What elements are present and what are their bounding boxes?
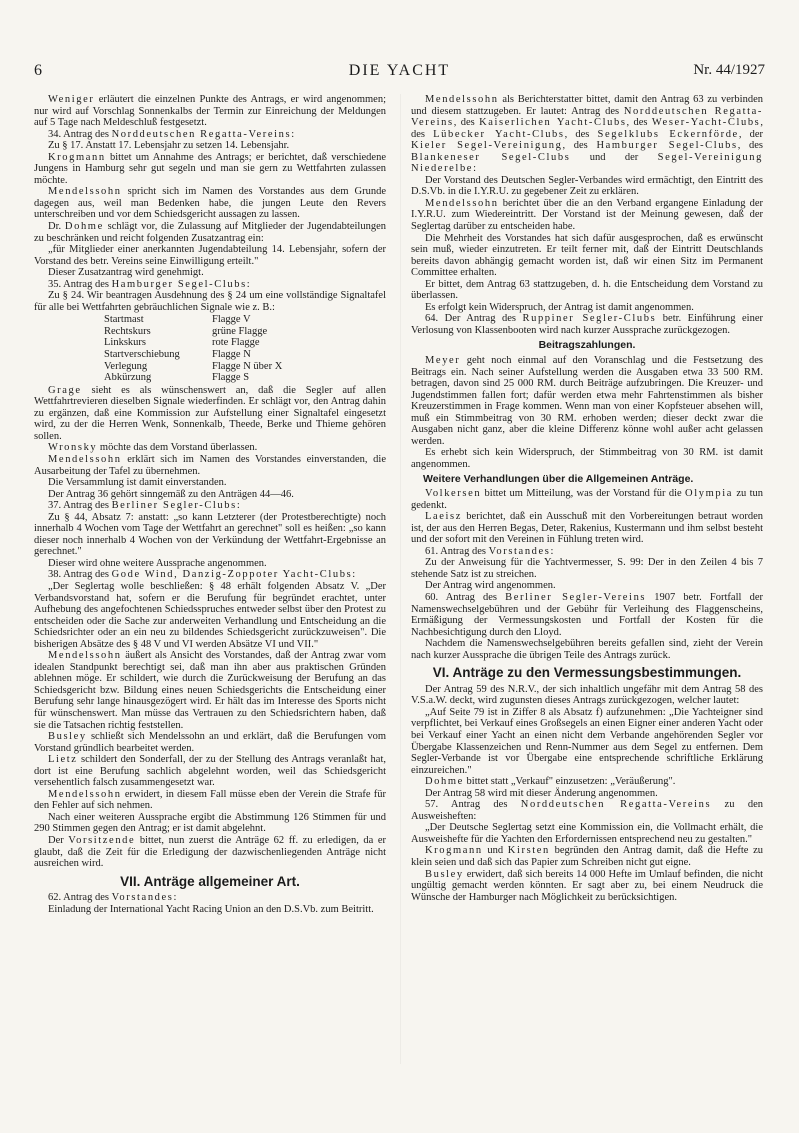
text-run: möchte das dem Vorstand überlassen. [97, 442, 258, 454]
subheading-beitragszahlungen: Beitragszahlungen. [538, 339, 636, 352]
text-run: geht noch einmal auf den Voranschlag und die Festsetzung des Beitrags ein. Nach seiner Aufstellung werden die Ausgaben etwa 33 500 RM. betragen, davon sind 25 000 RM. durch Beiträge aufzubringen. Die Kreuzer- und Jugendstimmen fallen fort; dafür werden etwa mehr Fahrtenstimmen als bisher Kreuzerstimmen in Frage kommen. Wenn man von einer Kopfsteuer absehen will, muß ein Stimmbeitrag von 30 RM. erhoben werden; dieser deckt zwar die Ausgaben nicht ganz, aber die kleine Differenz könne wohl außer acht gelassen werden. [411, 355, 763, 447]
text-run: 37. Antrag des [48, 500, 112, 512]
spaced-name: Mendelssohn [425, 94, 499, 105]
spaced-name: Busley [425, 868, 464, 880]
signal-row [104, 326, 282, 338]
text-run: Der Antrag wird angenommen. [425, 580, 556, 592]
paragraph [411, 313, 763, 336]
spaced-name: Kieler Segel-Vereinigung [411, 140, 563, 152]
paragraph [411, 557, 763, 580]
text-run: Zu § 17. Anstatt 17. Lebensjahr zu setzen 14. Lebensjahr. [48, 140, 290, 152]
paragraph [34, 477, 386, 489]
paragraph [411, 511, 763, 546]
spaced-name: Kirsten [507, 845, 550, 857]
signal-flag: Flagge N über X [212, 360, 283, 372]
spaced-name: Berliner Segler-Clubs [111, 500, 237, 512]
text-run: : [473, 163, 476, 175]
spaced-name: Berliner Segler-Vereins [505, 591, 647, 603]
paragraph [34, 500, 386, 512]
signal-row [104, 361, 282, 373]
spaced-name: Norddeutschen Regatta-Vereins [411, 105, 763, 129]
spaced-name: Segel-Vereinigung Niederelbe [411, 151, 763, 175]
paragraph [34, 454, 386, 477]
paragraph [411, 788, 763, 800]
paragraph [34, 835, 386, 870]
text-run: schlägt vor, die Zulassung auf Mitglieder der Jugendabteilungen zu beschränken und reicht folgenden Zusatzantrag ein: [34, 221, 386, 244]
text-run: Der Antrag 59 des N.R.V., der sich inhaltlich ungefähr mit dem Antrag 58 des V.S.a.W. deckt, wird zugunsten dieses Antrags zurückgezogen, welcher lautet: [411, 683, 763, 707]
text-run: Die Versammlung ist damit einverstanden. [48, 477, 227, 489]
text-run: bittet um Annahme des Antrags; er berichtet, daß verschiedene Jungens in Hamburg sehr gut segeln und man sie gern zu Wettfahrten zulassen möchte. [34, 151, 386, 186]
text-run: bittet statt „Verkauf" einzusetzen: „Veräußerung". [463, 776, 676, 788]
paragraph [34, 385, 386, 443]
paragraph [34, 650, 386, 731]
paragraph [411, 592, 763, 638]
signal-flag: grüne Flagge [212, 325, 268, 337]
text-run: , der [738, 128, 763, 140]
text-run: und der [570, 151, 658, 163]
column-gutter [400, 94, 401, 1064]
text-run: Der [48, 835, 69, 846]
text-run: „Der Deutsche Seglertag setzt eine Kommission ein, die Vollmacht erhält, die Ausweishefte für die Yachten den Erfordernissen entsprechend neu zu gestalten." [411, 822, 763, 845]
spaced-name: Segelklubs Eckernförde [597, 128, 739, 140]
issue-number: Nr. 44/1927 [693, 62, 765, 78]
text-run: , des [626, 117, 652, 129]
paragraph [34, 186, 386, 221]
text-run: erwidert, in diesem Fall müsse eben der Verein die Strafe für den Fehler auf sich nehmen. [34, 788, 386, 812]
spaced-name: Vorstandes [488, 545, 551, 557]
spaced-name: Blankeneser Segel-Clubs [411, 151, 571, 163]
paragraph [411, 684, 763, 707]
spaced-name: Hamburger Segel-Clubs [596, 140, 738, 152]
text-run: 60. Antrag des [425, 591, 506, 603]
spaced-name: Mendelssohn [48, 788, 122, 800]
signal-name: Rechtskurs [104, 325, 151, 337]
paragraph [411, 94, 763, 175]
paragraph [34, 892, 386, 904]
paragraph [411, 488, 763, 511]
spaced-name: Norddeutschen Regatta-Vereins [111, 128, 292, 140]
spaced-name: Krogmann [425, 845, 483, 857]
signal-row [104, 337, 282, 349]
spaced-name: Weser-Yacht-Clubs [651, 117, 761, 129]
text-run: sieht es als wünschenswert an, daß die Segler auf allen Wettfahrtrevieren dieselben Signale wiederfinden. Er schlägt vor, den Antrag dahin zu ergänzen, daß eine Kommission zur Aufstellung einer Signaltafel eingesetzt wird, zu der die Herren Wenk, Sonnenkalb, Theede, Berke und Thieme gehören sollen. [34, 384, 386, 442]
text-run: berichtet über die an den Verband ergangene Einladung der I.Y.R.U. zum Wiedereintritt. Der Vorstand ist der Meinung gewesen, daß der Seglertag darüber zu entscheiden habe. [411, 197, 763, 233]
text-run: Der Antrag 36 gehört sinngemäß zu den Anträgen 44—46. [48, 488, 294, 500]
spaced-name: Vorsitzende [68, 835, 136, 846]
paragraph [411, 355, 763, 447]
signal-flag: Flagge N [212, 349, 251, 361]
text-run: Er bittet, dem Antrag 63 stattzugeben, d. h. die Entscheidung dem Vorstand zu überlassen. [411, 278, 763, 302]
quote-paragraph [34, 244, 386, 267]
spaced-name: Wronsky [48, 442, 98, 454]
signal-table [104, 314, 282, 383]
text-run: spricht sich im Namen des Vorstandes aus dem Grunde dagegen aus, weil man Bedenken habe, die jungen Leute den Revers unterschreiben und vor dem Schiedsgericht aussagen zu lassen. [34, 186, 386, 221]
paragraph [411, 198, 763, 233]
signal-name: Linkskurs [104, 337, 146, 349]
text-run: Die Mehrheit des Vorstandes hat sich dafür ausgesprochen, daß es erwünscht sein muß, wieder einzutreten. Er teilt ferner mit, daß der Eintritt Deutschlands bereits davon abhängig gemacht worden ist, daß wir einen Sitz im Permanent Committee erhalten. [411, 232, 763, 279]
paragraph [411, 447, 763, 470]
spaced-name: Gode Wind, Danzig-Zoppoter Yacht-Clubs [111, 569, 353, 581]
text-run: 34. Antrag des [48, 128, 112, 140]
paragraph [411, 638, 763, 661]
text-run: Der Antrag 58 wird mit dieser Änderung angenommen. [425, 787, 658, 799]
text-run: 1907 betr. Fortfall der Namenswechselgebühren und der Gebühr für Verleihung des Flaggenscheins, Ermäßigung der Vermessungskosten und Fortfall der Kosten für die Nachbesichtigung durch den Lloyd. [411, 591, 763, 638]
journal-title: DIE YACHT [348, 62, 451, 79]
text-run: Es erfolgt kein Widerspruch, der Antrag ist damit angenommen. [425, 301, 694, 313]
page-header [34, 62, 765, 82]
text-run: schildert den Sonderfall, der zu der Stellung des Antrags veranlaßt hat, dort ist eine Berufung sachlich abgelehnt worden, weil das Schiedsgericht versehentlich falsch zusammengesetzt war. [34, 754, 386, 789]
paragraph [34, 267, 386, 279]
paragraph [34, 812, 386, 835]
paragraph [34, 512, 386, 558]
spaced-name: Mendelssohn [48, 186, 122, 198]
spaced-name: Busley [48, 731, 87, 743]
spaced-name: Hamburger Segel-Clubs [111, 278, 247, 290]
paragraph [34, 904, 386, 916]
spaced-name: Ruppiner Segler-Clubs [522, 313, 657, 325]
text-run: bittet, nun zuerst die Anträge 62 ff. zu erledigen, da er glaubt, daß die Zeit für die Erledigung der dazwischenliegenden Anträge nicht ausreichen wird. [34, 835, 386, 870]
spaced-name: Laeisz [425, 511, 462, 523]
spaced-name: Volkersen [425, 488, 482, 500]
quote-paragraph [411, 175, 763, 198]
paragraph [34, 731, 386, 754]
spaced-name: Dohme [64, 221, 104, 233]
paragraph [34, 754, 386, 789]
paragraph [34, 442, 386, 454]
paragraph [34, 489, 386, 501]
spaced-name: Kaiserlichen Yacht-Clubs [479, 117, 627, 129]
signal-row [104, 314, 282, 326]
signal-flag: Flagge V [212, 314, 251, 326]
page-number: 6 [34, 62, 42, 79]
text-run: Dieser Zusatzantrag wird genehmigt. [48, 267, 204, 279]
paragraph [411, 799, 763, 822]
left-column [34, 94, 386, 915]
spaced-name: Mendelssohn [48, 453, 122, 465]
text-run: : [291, 128, 295, 140]
paragraph [34, 140, 386, 152]
signal-name: Startverschiebung [104, 349, 180, 361]
text-run: : [246, 278, 250, 290]
spaced-name: Lietz [48, 754, 78, 766]
text-run: bittet um Mitteilung, was der Vorstand für die [481, 488, 686, 500]
spaced-name: Weniger [48, 94, 95, 105]
paragraph [34, 789, 386, 812]
paragraph [34, 152, 386, 187]
text-run: und [482, 845, 508, 857]
signal-name: Startmast [104, 314, 144, 326]
text-run: Zu der Anweisung für die Yachtvermesser, S. 99: Der in den Zeilen 4 bis 7 stehende Satz ist zu streichen. [411, 557, 763, 580]
text-run: zu den Ausweisheften: [411, 799, 763, 822]
text-run: : [352, 569, 356, 581]
paragraph [34, 221, 386, 244]
spaced-name: Norddeutschen Regatta-Vereins [520, 799, 712, 811]
spaced-name: Grage [48, 384, 82, 396]
signal-flag: rote Flagge [212, 337, 260, 349]
text-run: Nach einer weiteren Aussprache ergibt die Abstimmung 126 Stimmen für und 290 Stimmen gegen den Antrag; er ist damit abgelehnt. [34, 811, 386, 835]
text-run: Dr. [48, 221, 65, 233]
text-run: als Berichterstatter bittet, damit den Antrag 63 zu verbinden und diesem stattzugeben. Er lautet: Antrag des [411, 94, 763, 117]
signal-row [104, 349, 282, 361]
text-run: Nachdem die Namenswechselgebühren bereits gefallen sind, zieht der Verein nach kurzer Aussprache die übrigen Teile des Antrags zurück. [411, 638, 763, 661]
subheading-weitere-verhandlungen: Weitere Verhandlungen über die Allgemeinen Anträge. [423, 472, 694, 485]
paragraph [34, 94, 386, 129]
spaced-name: Olympia [685, 488, 733, 500]
signal-name: Verlegung [104, 360, 148, 372]
text-run: schließt sich Mendelssohn an und erklärt, daß die Berufungen vom Vorstand gründlich bearbeitet werden. [34, 731, 386, 754]
text-run: , des [453, 117, 480, 129]
paragraph [411, 546, 763, 558]
paragraph [411, 776, 763, 788]
text-run: „für Mitglieder einer anerkannten Jugendabteilung 14. Lebensjahr, sofern der Vorstand des betr. Vereins seine Einwilligung erteilt." [34, 244, 386, 267]
signal-row [104, 372, 282, 384]
text-run: Dieser wird ohne weitere Aussprache angenommen. [48, 557, 267, 569]
paragraph [411, 279, 763, 302]
text-run: „Der Seglertag wolle beschließen: § 48 erhält folgenden Absatz V. „Der Verbandsvorstand hat, sofern er die Berufung für begründet erachtet, unter Aufhebung des angefochtenen Schiedsspruches entweder selbst über den Protest zu entscheiden oder die Sache zur anderweiten Verhandlung und Entscheidung an die Schiedsrichter oder an ein neu zu bildendes Schiedsgericht zurückzuweisen". Die bisherigen Absätze des § 48 V und VI werden Absätze VI und VII." [34, 580, 386, 650]
spaced-name: Vorstandes [111, 892, 174, 904]
spaced-name: Lübecker Yacht-Clubs [433, 128, 565, 140]
text-run: „Auf Seite 79 ist in Ziffer 8 als Absatz f) aufzunehmen: „Die Yachteigner sind verpflichtet, bei Verkauf eines Großsegels an einen Eigner einer anderen Yacht oder bei Verkauf einer Yacht an einen nicht dem Verbande angehörenden Segler vor Übergabe Klassenzeichen und Renn-Nummer aus dem Segel zu entfernen. Dem Segler-Verbande ist vor Übergabe eine entsprechende schriftliche Erklärung einzureichen." [411, 706, 763, 776]
text-run: 62. Antrag des [48, 892, 112, 904]
paragraph [34, 569, 386, 581]
text-run: äußert als Ansicht des Vorstandes, daß der Antrag zwar vom idealen Standpunkt berechtigt sei, daß man ihn aber aus praktischen Gründen ablehnen möge. Er schildert, wie durch die Zurückweisung der Berufung an das Schiedsgericht bzw. Bildung eines neuen Schiedsgerichts die Entscheidung einer Berufung sehr lange hinausgezögert wird. Er hält das im Interesse des Sports nicht für wünschenswert. Man müsse das Vertrauen zu den Schiedsrichtern haben, daß sie die Tatsachen richtig feststellen. [34, 650, 386, 731]
paragraph [411, 233, 763, 279]
text-run: : [236, 500, 240, 512]
paragraph [411, 845, 763, 868]
text-run: Einladung der International Yacht Racing Union an den D.S.Vb. zum Beitritt. [48, 903, 374, 915]
section-heading-vii: VII. Anträge allgemeiner Art. [120, 873, 300, 889]
text-run: Zu § 44, Absatz 7: anstatt: „so kann Letzterer (der Protestberechtigte) noch innerhalb 4 Wochen vom Tage der Wettfahrt an gerechnet" soll es heißen: „so kann dieser noch innerhalb 4 Wochen von der Verkündung der Wettfahrt-Ergebnisse an gerechnet." [34, 511, 386, 558]
paragraph [411, 580, 763, 592]
text-run: Zu § 24. Wir beantragen Ausdehnung des § 24 um eine vollständige Signaltafel für alle bei Wettfahrten gebräuchlichen Signale wie z. B.: [34, 290, 386, 313]
spaced-name: Meyer [425, 355, 461, 367]
section-heading-vi: VI. Anträge zu den Vermessungsbestimmungen. [432, 665, 742, 681]
text-run: , des [411, 117, 763, 140]
text-run: 38. Antrag des [48, 569, 112, 581]
signal-flag: Flagge S [212, 372, 250, 384]
paragraph [34, 558, 386, 570]
paragraph [34, 129, 386, 141]
text-run: 57. Antrag des [425, 799, 521, 811]
text-run: 61. Antrag des [425, 545, 489, 557]
text-run: 64. Der Antrag des [425, 313, 523, 325]
text-run: 35. Antrag des [48, 278, 112, 290]
paragraph [34, 279, 386, 291]
text-run: erläutert die einzelnen Punkte des Antrags, er wird angenommen; nur wird auf Vorschlag Sonnenkalbs der Termin zur Einreichung der Meldungen auf 5 Tage nach Meldeschluß festgesetzt. [34, 94, 386, 129]
text-run: Der Vorstand des Deutschen Segler-Verbandes wird ermächtigt, den Eintritt des D.S.Vb. in die I.Y.R.U. zu gegebener Zeit zu erklären. [411, 174, 763, 198]
right-column [411, 94, 763, 903]
spaced-name: Dohme [425, 776, 464, 788]
text-run: : [550, 545, 554, 557]
text-run: berichtet, daß ein Ausschuß mit den Vorbereitungen betraut worden ist, der aus den Herren Begas, Deter, Rakenius, Kustermann und ihm selbst besteht und der sofort mit den Vereinen in Fühlung treten wird. [411, 511, 763, 546]
text-run: erklärt sich im Namen des Vorstandes einverstanden, die Ausarbeitung der Tafel zu übernehmen. [34, 453, 386, 477]
spaced-name: Mendelssohn [48, 650, 122, 662]
text-run: Es erhebt sich kein Widerspruch, der Stimmbeitrag von 30 RM. ist damit angenommen. [411, 447, 763, 470]
spaced-name: Mendelssohn [425, 197, 499, 209]
text-run: , des [564, 128, 598, 140]
text-run: erwidert, daß sich bereits 14 000 Hefte im Umlauf befinden, die nicht ungültig gemacht werden könnten. Er sagt aber zu, bei einem Neudruck die Wünsche der Hamburger nach Möglichkeit zu berücksichtigen. [411, 868, 763, 903]
text-run: begründen den Antrag damit, daß die Hefte zu klein seien und daß sich das Papier zum Schreiben nicht gut eigne. [411, 845, 764, 868]
quote-paragraph [411, 707, 763, 776]
paragraph [411, 869, 763, 904]
paragraph [34, 290, 386, 313]
text-run: zu tun gedenkt. [411, 488, 764, 511]
signal-name: Abkürzung [104, 372, 152, 384]
text-run: , des [562, 140, 597, 152]
quote-paragraph [34, 581, 386, 650]
text-run: , des [737, 140, 764, 152]
text-run: : [173, 892, 177, 904]
paragraph [411, 302, 763, 314]
quote-paragraph [411, 822, 763, 845]
text-run: betr. Einführung einer Verlosung von Klassenbooten wird nach kurzer Aussprache zurückgezogen. [411, 313, 763, 336]
spaced-name: Krogmann [48, 151, 106, 163]
